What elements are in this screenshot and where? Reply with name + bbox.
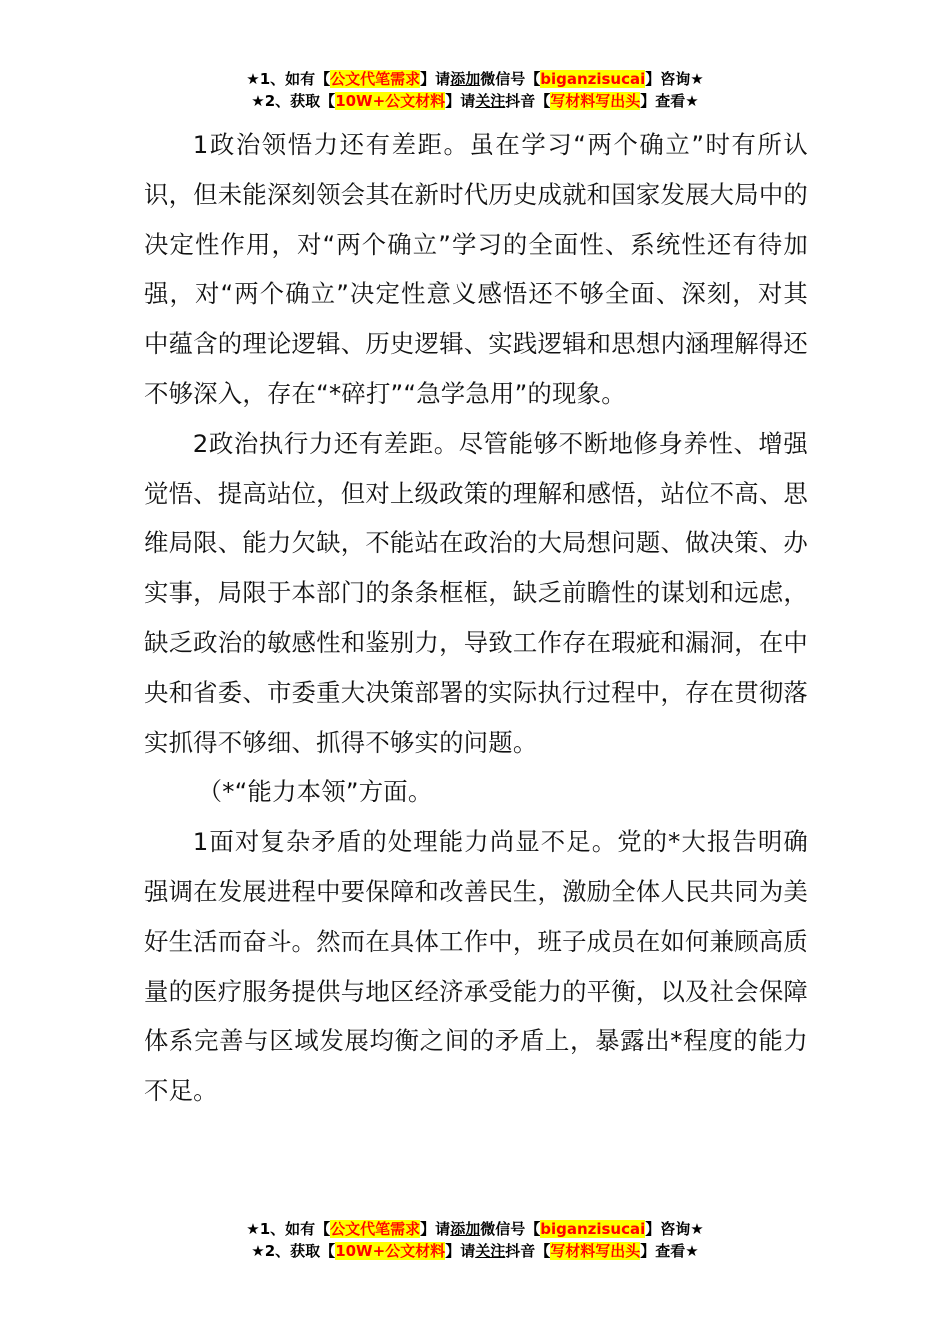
banner-text: 抖音【 [505,1242,551,1260]
banner-text: 抖音【 [505,92,551,110]
document-body [144,120,808,1116]
banner-highlight: 10W+公文材料 [335,1242,446,1260]
banner-line-2 [0,90,950,112]
banner-text: 】咨询★ [645,1220,704,1238]
banner-highlight: biganzisucai [540,1220,646,1238]
banner-text: 】请 [445,1242,476,1260]
banner-text: ★1、如有【 [246,1220,331,1238]
banner-text: 】请 [420,1220,451,1238]
paragraph-contradiction-handling: 1面对复杂矛盾的处理能力尚显不足。党的*大报告明确强调在发展进程中要保障和改善民生，激励全体人民共同为美好生活而奋斗。然而在具体工作中，班子成员在如何兼顾高质量的医疗服务提供与地区经济承受能力的平衡，以及社会保障体系完善与区域发展均衡之间的矛盾上，暴露出*程度的能力不足。 [144,827,808,1106]
footer-banner [0,1218,950,1262]
paragraph-political-understanding: 1政治领悟力还有差距。虽在学习“两个确立”时有所认识，但未能深刻领会其在新时代历史成就和国家发展大局中的决定性作用，对“两个确立”学习的全面性、系统性还有待加强，对“两个确立”决定性意义感悟还不够全面、深刻，对其中蕴含的理论逻辑、历史逻辑、实践逻辑和思想内涵理解得还不够深入，存在“*碎打”“急学急用”的现象。 [144,130,808,408]
banner-emphasis: 关注 [475,1242,506,1260]
banner-text: 】咨询★ [645,70,704,88]
banner-highlight: biganzisucai [540,70,646,88]
banner-text: ★1、如有【 [246,70,331,88]
banner-line-1 [0,68,950,90]
banner-line-2 [0,1240,950,1262]
banner-emphasis: 添加 [450,1220,481,1238]
section-heading-ability: （*“能力本领”方面。 [197,777,433,807]
header-banner [0,68,950,112]
banner-emphasis: 添加 [450,70,481,88]
banner-emphasis: 关注 [475,92,506,110]
banner-highlight: 公文代笔需求 [330,1220,421,1238]
banner-text: 微信号【 [480,1220,541,1238]
banner-text: 】查看★ [640,92,699,110]
paragraph-political-execution: 2政治执行力还有差距。尽管能够不断地修身养性、增强觉悟、提高站位，但对上级政策的理解和感悟，站位不高、思维局限、能力欠缺，不能站在政治的大局想问题、做决策、办实事，局限于本部门的条条框框，缺乏前瞻性的谋划和远虑，缺乏政治的敏感性和鉴别力，导致工作存在瑕疵和漏洞，在中央和省委、市委重大决策部署的实际执行过程中，存在贯彻落实抓得不够细、抓得不够实的问题。 [144,428,808,757]
banner-line-1 [0,1218,950,1240]
banner-text: 】查看★ [640,1242,699,1260]
banner-highlight: 写材料写出头 [550,92,641,110]
banner-highlight: 10W+公文材料 [335,92,446,110]
banner-text: 】请 [445,92,476,110]
banner-text: 】请 [420,70,451,88]
banner-text: ★2、获取【 [251,92,336,110]
banner-text: 微信号【 [480,70,541,88]
banner-highlight: 写材料写出头 [550,1242,641,1260]
banner-highlight: 公文代笔需求 [330,70,421,88]
banner-text: ★2、获取【 [251,1242,336,1260]
